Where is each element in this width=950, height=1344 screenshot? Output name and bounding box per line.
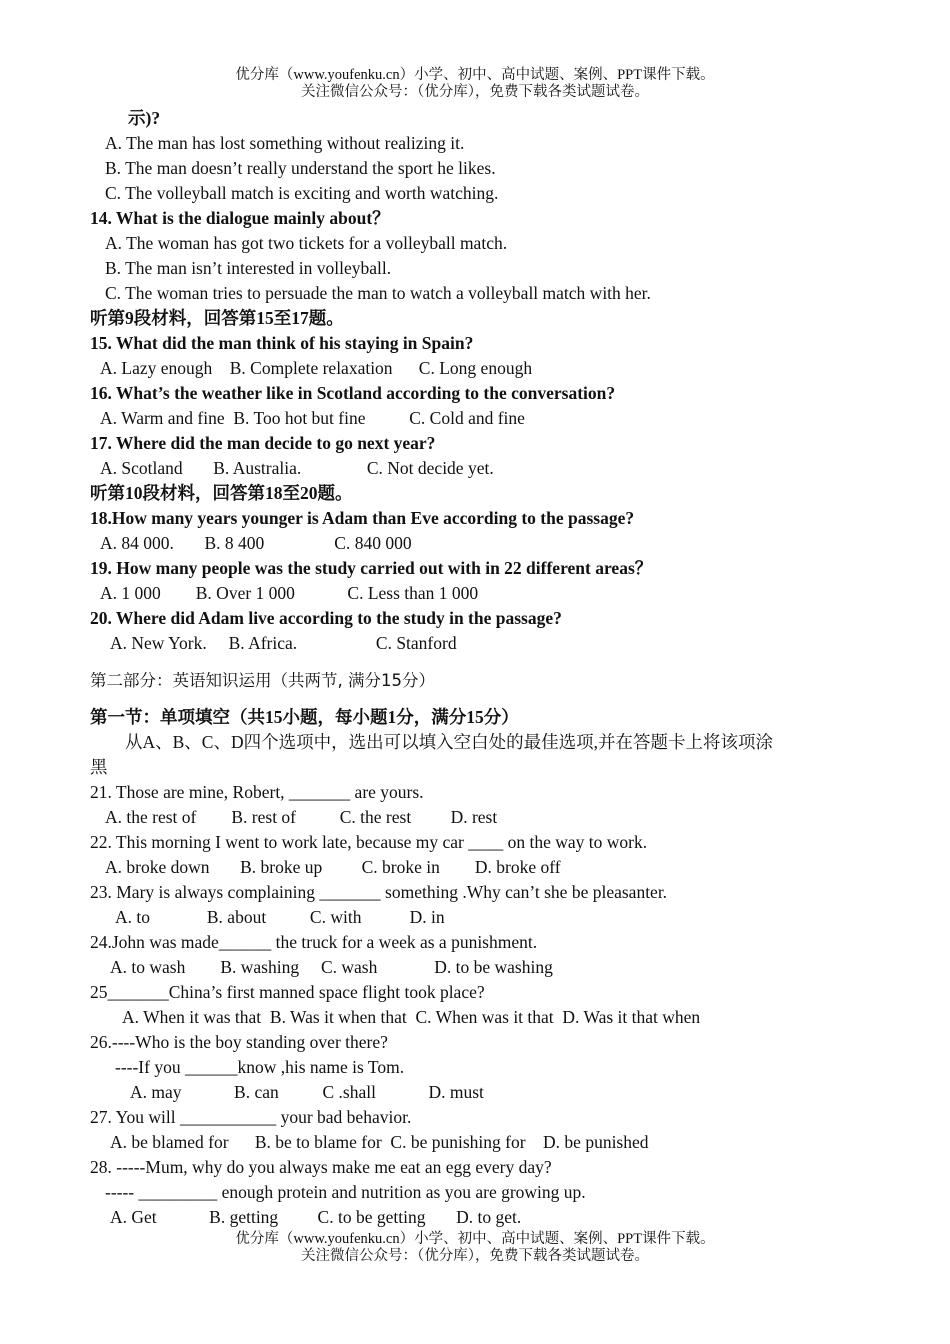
q20-stem: 20. Where did Adam live according to the study in the passage? xyxy=(90,608,562,628)
q16-options: A. Warm and fine B. Too hot but fine C. Cold and fine xyxy=(100,408,525,428)
section-one-instruction-cont: 黑 xyxy=(90,757,108,777)
q21-stem: 21. Those are mine, Robert, _______ are yours. xyxy=(90,782,424,802)
q22-stem: 22. This morning I went to work late, because my car ____ on the way to work. xyxy=(90,832,648,852)
q13-option-c: C. The volleyball match is exciting and worth watching. xyxy=(105,183,499,203)
q28-reply: ----- _________ enough protein and nutrition as you are growing up. xyxy=(105,1182,586,1202)
section-one-instruction: 从A、B、C、D四个选项中，选出可以填入空白处的最佳选项,并在答题卡上将该项涂 xyxy=(125,732,773,752)
section-instruction-9: 听第9段材料，回答第15至17题。 xyxy=(90,308,344,328)
q22-options: A. broke down B. broke up C. broke in D. broke off xyxy=(105,857,561,877)
q15-options: A. Lazy enough B. Complete relaxation C. Long enough xyxy=(100,358,533,378)
q28-stem: 28. -----Mum, why do you always make me eat an egg every day? xyxy=(90,1157,552,1177)
part-two-heading: 第二部分：英语知识运用（共两节, 满分15分） xyxy=(90,671,435,690)
q18-options: A. 84 000. B. 8 400 C. 840 000 xyxy=(100,533,412,553)
q14-option-a: A. The woman has got two tickets for a volleyball match. xyxy=(105,233,508,253)
q14-option-c: C. The woman tries to persuade the man to watch a volleyball match with her. xyxy=(105,283,651,303)
q28-options: A. Get B. getting C. to be getting D. to get. xyxy=(110,1207,522,1227)
q17-stem: 17. Where did the man decide to go next year? xyxy=(90,433,436,453)
q25-options: A. When it was that B. Was it when that C. When was it that D. Was it that when xyxy=(122,1007,701,1027)
q16-stem: 16. What’s the weather like in Scotland according to the conversation? xyxy=(90,383,616,403)
q25-stem: 25_______China’s first manned space flight took place? xyxy=(90,982,485,1002)
q23-stem: 23. Mary is always complaining _______ something .Why can’t she be pleasanter. xyxy=(90,882,668,902)
q24-stem: 24.John was made______ the truck for a week as a punishment. xyxy=(90,932,538,952)
q13-option-a: A. The man has lost something without realizing it. xyxy=(105,133,465,153)
q13-option-b: B. The man doesn’t really understand the sport he likes. xyxy=(105,158,496,178)
header-line-1: 优分库（www.youfenku.cn）小学、初中、高中试题、案例、PPT课件下载。 xyxy=(235,67,715,83)
q26-options: A. may B. can C .shall D. must xyxy=(130,1082,484,1102)
q19-stem: 19. How many people was the study carried out with in 22 different areas？ xyxy=(90,558,653,578)
q17-options: A. Scotland B. Australia. C. Not decide yet. xyxy=(100,458,494,478)
q23-options: A. to B. about C. with D. in xyxy=(115,907,445,927)
footer-line-1: 优分库（www.youfenku.cn）小学、初中、高中试题、案例、PPT课件下载。 xyxy=(235,1231,715,1247)
q20-options: A. New York. B. Africa. C. Stanford xyxy=(110,633,457,653)
q15-stem: 15. What did the man think of his staying in Spain? xyxy=(90,333,474,353)
footer-line-2: 关注微信公众号：（优分库），免费下载各类试题试卷。 xyxy=(301,1248,649,1264)
section-instruction-10: 听第10段材料，回答第18至20题。 xyxy=(90,483,353,503)
header-line-2: 关注微信公众号：（优分库），免费下载各类试题试卷。 xyxy=(301,84,649,100)
q26-stem: 26.----Who is the boy standing over there? xyxy=(90,1032,388,1052)
q27-options: A. be blamed for B. be to blame for C. be punishing for D. be punished xyxy=(110,1132,649,1152)
section-one-heading: 第一节：单项填空（共15小题，每小题1分，满分15分） xyxy=(90,707,519,727)
q14-stem: 14. What is the dialogue mainly about？ xyxy=(90,208,390,228)
q19-options: A. 1 000 B. Over 1 000 C. Less than 1 000 xyxy=(100,583,479,603)
q24-options: A. to wash B. washing C. wash D. to be washing xyxy=(110,957,553,977)
page-header xyxy=(0,67,950,101)
q18-stem: 18.How many years younger is Adam than Eve according to the passage? xyxy=(90,508,635,528)
q13-stem-tail: 示)? xyxy=(128,108,161,128)
page-footer xyxy=(0,1231,950,1265)
q26-reply: ----If you ______know ,his name is Tom. xyxy=(115,1057,405,1077)
q27-stem: 27. You will ___________ your bad behavior. xyxy=(90,1107,412,1127)
q14-option-b: B. The man isn’t interested in volleyball. xyxy=(105,258,392,278)
q21-options: A. the rest of B. rest of C. the rest D. rest xyxy=(105,807,498,827)
